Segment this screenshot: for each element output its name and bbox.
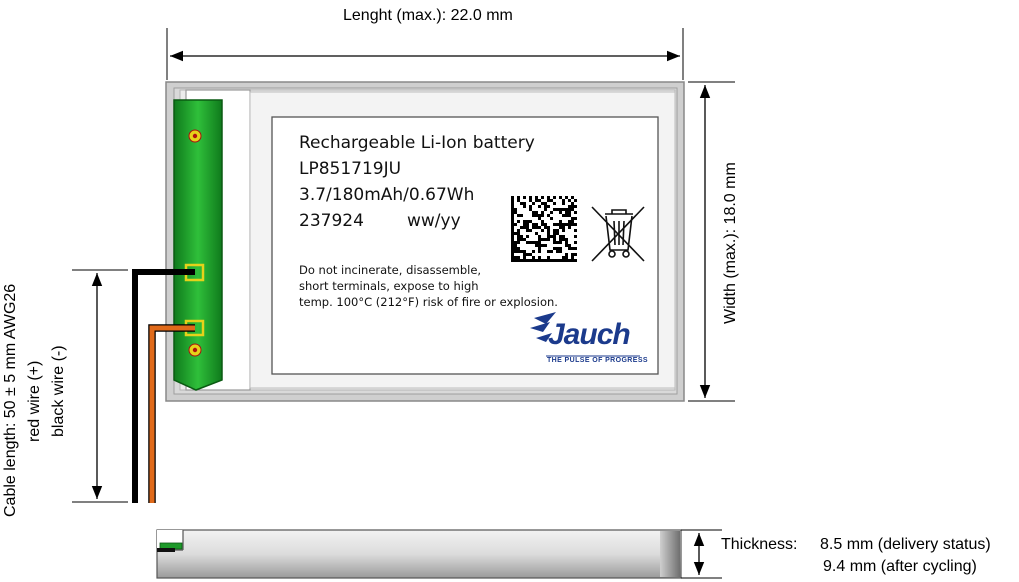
- warning-line-2: short terminals, expose to high: [299, 279, 479, 293]
- brand-tagline: THE PULSE OF PROGRESS: [547, 357, 648, 364]
- length-dimension: [167, 28, 683, 80]
- battery-top-view: [166, 82, 684, 401]
- warning-line-3: temp. 100°C (212°F) risk of fire or explosion.: [299, 295, 558, 309]
- width-label: Width (max.): 18.0 mm: [722, 162, 739, 324]
- protection-pcb: [174, 100, 222, 390]
- thickness-delivery-value: 8.5 mm (delivery status): [820, 536, 991, 553]
- label-line-model: LP851719JU: [299, 159, 402, 179]
- battery-side-view: [157, 530, 681, 578]
- thickness-dimension: [681, 530, 722, 578]
- cable-length-label: Cable length: 50 ± 5 mm AWG26: [2, 283, 19, 517]
- label-line-rating: 3.7/180mAh/0.67Wh: [299, 185, 475, 205]
- label-lot-number: 237924: [299, 211, 364, 231]
- label-line-product: Rechargeable Li-Ion battery: [299, 133, 535, 153]
- thickness-label: Thickness:: [721, 536, 798, 553]
- black-wire-label: black wire (-): [50, 345, 67, 437]
- warning-line-1: Do not incinerate, disassemble,: [299, 263, 482, 277]
- cable-dimension: [72, 270, 128, 502]
- label-date-code: ww/yy: [407, 211, 461, 231]
- brand-wordmark: Jauch: [548, 318, 630, 351]
- thickness-cycling-value: 9.4 mm (after cycling): [823, 558, 977, 575]
- red-wire-label: red wire (+): [26, 360, 43, 442]
- length-label: Lenght (max.): 22.0 mm: [343, 7, 513, 24]
